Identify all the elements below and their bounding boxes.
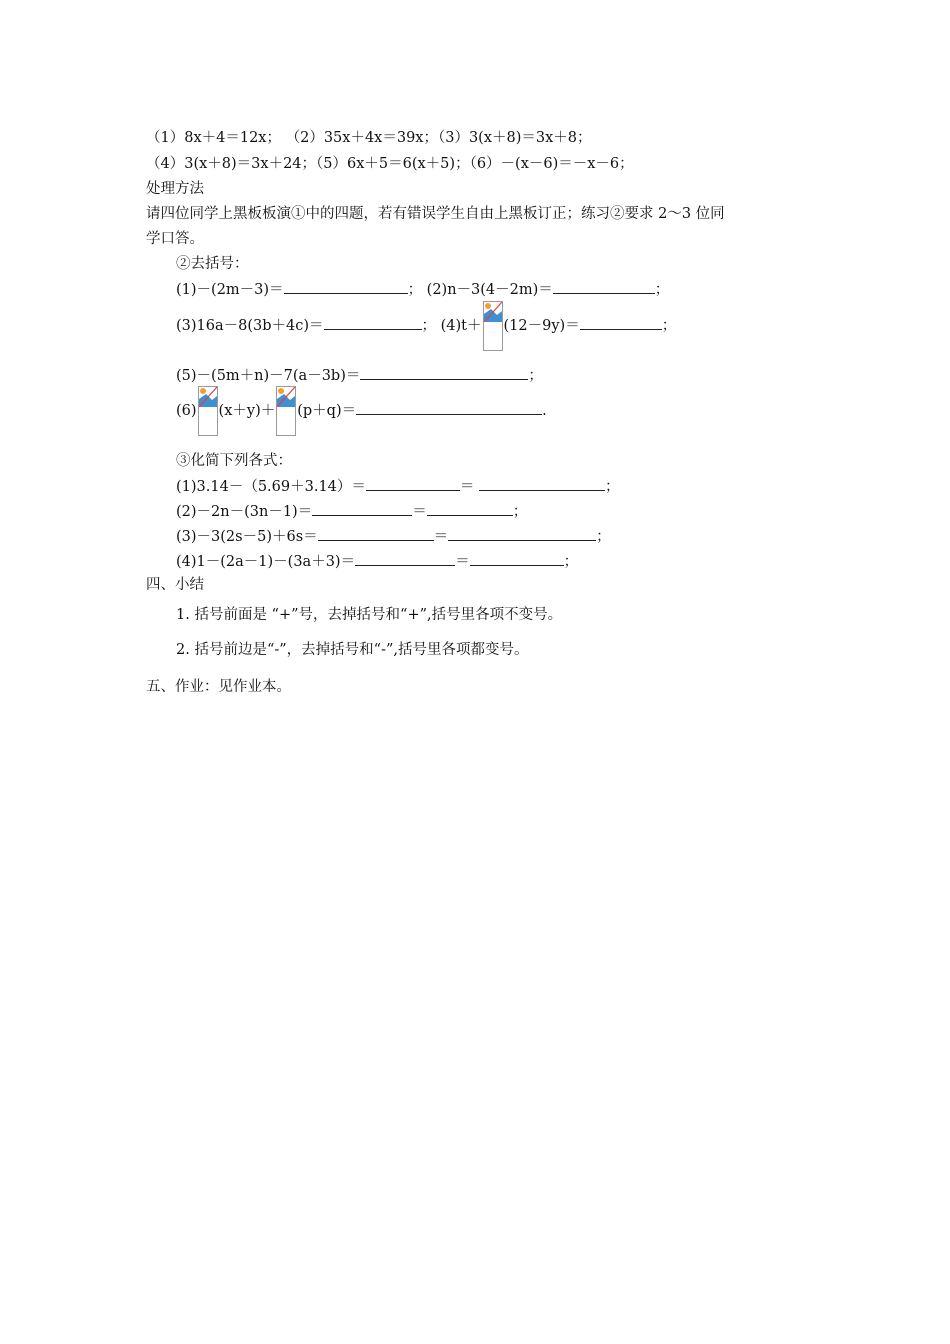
- simplify-1-text: (1)3.14－（5.69＋3.14）＝: [176, 479, 366, 495]
- answer-blank[interactable]: [470, 551, 564, 566]
- broken-image-icon: [276, 386, 296, 436]
- separator: ；: [528, 368, 543, 384]
- problem-4-text-b: (12－9y)＝: [503, 318, 580, 334]
- summary-item-1: 1. 括号前面是 “+”号，去掉括号和“+”,括号里各项不变号。: [176, 607, 563, 623]
- simplify-row-2: [176, 501, 527, 522]
- separator: ；: [654, 282, 670, 298]
- answer-blank[interactable]: [312, 501, 412, 516]
- summary-heading: 四、小结: [146, 577, 204, 593]
- problem-row-3: [176, 365, 543, 386]
- remove-brackets-title: ②去括号：: [176, 256, 249, 272]
- simplify-4-text: (4)1－(2a－1)－(3a＋3)＝: [176, 554, 356, 570]
- simplify-row-3: [176, 526, 611, 547]
- simplify-title: ③化简下列各式：: [176, 453, 292, 469]
- answer-blank[interactable]: [427, 501, 513, 516]
- answer-blank[interactable]: [553, 279, 655, 294]
- answer-blank[interactable]: [318, 526, 434, 541]
- problem-3-text: (3)16a－8(3b＋4c)＝: [176, 318, 324, 334]
- period: .: [542, 403, 547, 419]
- broken-image-icon: [198, 386, 218, 436]
- answer-blank[interactable]: [580, 315, 662, 330]
- simplify-2-text: (2)－2n－(3n－1)＝: [176, 504, 313, 520]
- answer-blank[interactable]: [284, 279, 408, 294]
- review-line-2: （4）3(x＋8)＝3x＋24；（5）6x＋5＝6(x＋5)；（6）－(x－6)＝－x－6；: [146, 156, 634, 172]
- equals-sign: ＝: [459, 479, 475, 495]
- review-line-1: （1）8x＋4＝12x； （2）35x＋4x＝39x；（3）3(x＋8)＝3x＋8；: [146, 130, 592, 146]
- answer-blank[interactable]: [355, 551, 455, 566]
- separator: ；: [661, 318, 677, 334]
- method-title: 处理方法: [146, 181, 204, 197]
- answer-blank[interactable]: [356, 400, 542, 415]
- homework-text: 五、作业：见作业本。: [146, 679, 291, 695]
- equals-sign: ＝: [433, 529, 449, 545]
- broken-image-icon: [483, 301, 503, 351]
- simplify-row-1: [176, 476, 620, 497]
- answer-blank[interactable]: [479, 476, 605, 491]
- problem-row-4: [176, 386, 547, 436]
- answer-blank[interactable]: [366, 476, 460, 491]
- answer-blank[interactable]: [360, 365, 528, 380]
- equals-sign: ＝: [412, 504, 427, 520]
- answer-blank[interactable]: [448, 526, 596, 541]
- simplify-row-4: [176, 551, 578, 572]
- problem-6-text-c: (p＋q)＝: [297, 403, 357, 419]
- problem-row-1: [176, 279, 669, 300]
- simplify-3-text: (3)－3(2s－5)＋6s＝: [176, 529, 318, 545]
- separator: ；: [596, 529, 611, 545]
- separator: ；: [421, 318, 437, 334]
- separator: ；: [407, 282, 423, 298]
- method-text-2: 学口答。: [146, 231, 204, 247]
- separator: ；: [512, 504, 528, 520]
- summary-item-2: 2. 括号前边是“-”，去掉括号和“-”,括号里各项都变号。: [176, 642, 529, 658]
- problem-6-text-b: (x＋y)＋: [218, 403, 276, 419]
- separator: ；: [605, 479, 620, 495]
- method-text-1: 请四位同学上黑板板演①中的四题，若有错误学生自由上黑板订正；练习②要求 2～3 位同: [146, 206, 725, 222]
- problem-1-text: (1)－(2m－3)＝: [176, 282, 284, 298]
- problem-6-text-a: (6): [176, 403, 197, 419]
- problem-2-text: (2)n－3(4－2m)＝: [426, 282, 553, 298]
- separator: ；: [563, 554, 579, 570]
- answer-blank[interactable]: [324, 315, 422, 330]
- problem-row-2: [176, 301, 676, 351]
- problem-4-text-a: (4)t＋: [440, 318, 482, 334]
- problem-5-text: (5)－(5m＋n)－7(a－3b)＝: [176, 368, 361, 384]
- equals-sign: ＝: [455, 554, 470, 570]
